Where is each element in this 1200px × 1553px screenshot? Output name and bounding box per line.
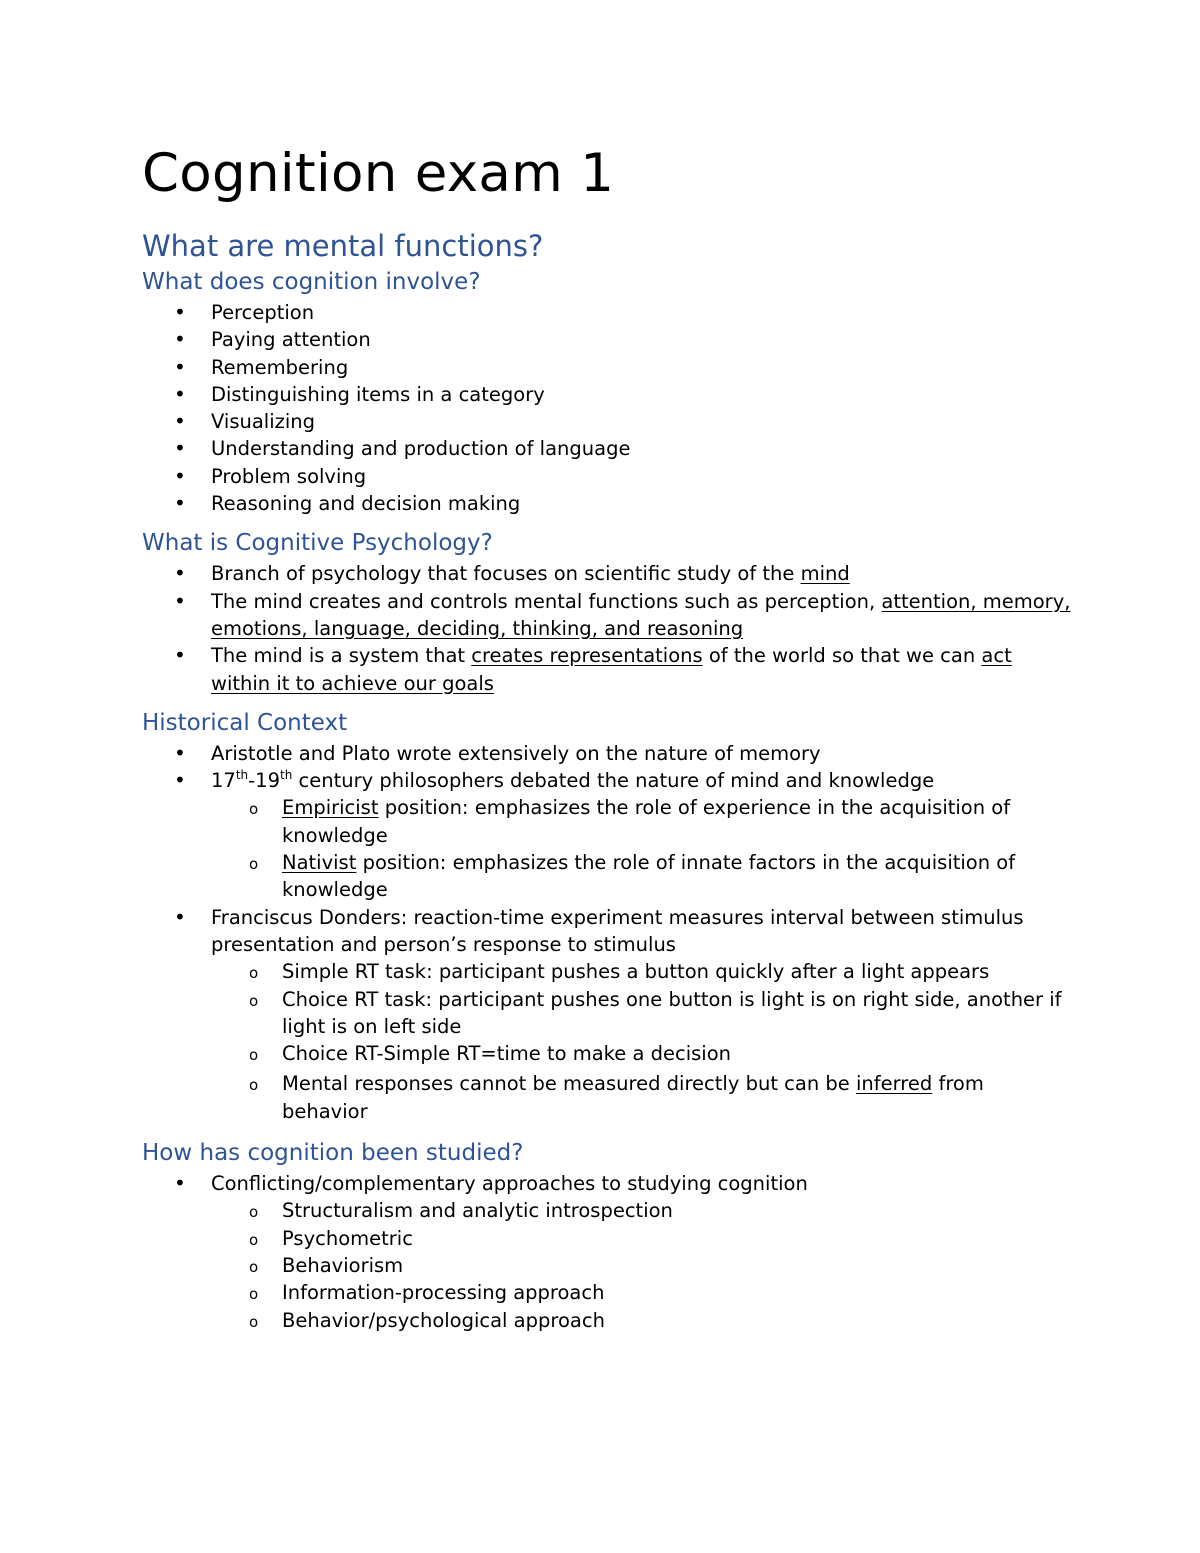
underlined-text: inferred [855, 1072, 933, 1096]
heading-cognition-involve: What does cognition involve? [142, 269, 481, 295]
text: position: emphasizes the role of experience in the acquisition of knowledge [282, 796, 1011, 847]
text: 17 [211, 769, 236, 793]
list-item: • Reasoning and decision making [142, 490, 1072, 517]
list-item [142, 560, 1072, 587]
text: Mental responses cannot be measured directly but can be [282, 1072, 856, 1096]
sub-list-item [142, 1070, 1072, 1125]
cognitive-psychology-list [142, 560, 1072, 696]
document-page [142, 138, 1072, 1334]
sub-list-item [142, 794, 1072, 849]
list-item: • Understanding and production of language [142, 435, 1072, 462]
list-item: • Distinguishing items in a category [142, 381, 1072, 408]
list-item [142, 767, 1072, 794]
historical-context-list [142, 740, 1072, 1125]
sub-list-item: o Choice RT task: participant pushes one button is light is on right side, another if light is on left side [142, 986, 1072, 1041]
underlined-text: mind [800, 562, 850, 586]
heading-mental-functions: What are mental functions? [142, 229, 544, 263]
sub-list-item: o Behavior/psychological approach [142, 1307, 1072, 1334]
document-title: Cognition exam 1 [142, 143, 615, 204]
list-item: • Paying attention [142, 326, 1072, 353]
text: Branch of psychology that focuses on scientific study of the [211, 562, 801, 586]
list-item: • Problem solving [142, 463, 1072, 490]
text: position: emphasizes the role of innate factors in the acquisition of knowledge [282, 851, 1016, 902]
how-studied-list [142, 1170, 1072, 1334]
text: from behavior [282, 1072, 984, 1123]
list-item: • Remembering [142, 354, 1072, 381]
underlined-text: act within it to achieve our goals [211, 644, 1012, 695]
sub-list-item: o Information-processing approach [142, 1279, 1072, 1306]
underlined-text: creates representations [471, 644, 703, 668]
sub-list-item: o Choice RT-Simple RT=time to make a decision [142, 1040, 1072, 1067]
list-item: • Franciscus Donders: reaction-time experiment measures interval between stimulus presentation and person’s response to stimulus [142, 904, 1072, 959]
text: of the world so that we can [702, 644, 982, 668]
sub-list-item [142, 849, 1072, 904]
sub-list-item: o Simple RT task: participant pushes a button quickly after a light appears [142, 958, 1072, 985]
sub-list-item: o Psychometric [142, 1225, 1072, 1252]
underlined-text: Nativist [282, 851, 357, 875]
text: The mind is a system that [211, 644, 472, 668]
superscript: th [235, 768, 249, 783]
list-item: • Perception [142, 299, 1072, 326]
text: The mind creates and controls mental functions such as perception, [211, 589, 882, 613]
superscript: th [280, 768, 293, 783]
list-item: • Aristotle and Plato wrote extensively on the nature of memory [142, 740, 1072, 767]
heading-historical-context: Historical Context [142, 709, 348, 736]
sub-list-item: o Behaviorism [142, 1252, 1072, 1279]
sub-list-item: o Structuralism and analytic introspection [142, 1197, 1072, 1224]
heading-how-studied: How has cognition been studied? [142, 1140, 524, 1167]
underlined-text: attention, memory, emotions, language, deciding, thinking, and reasoning [211, 589, 1071, 640]
list-item [142, 642, 1072, 697]
list-item: • Visualizing [142, 408, 1072, 435]
text: -19 [248, 769, 280, 793]
list-item: • Conflicting/complementary approaches to studying cognition [142, 1170, 1072, 1197]
list-item [142, 588, 1072, 643]
underlined-text: Empiricist [282, 796, 379, 820]
heading-cognitive-psychology: What is Cognitive Psychology? [142, 530, 493, 557]
text: century philosophers debated the nature of mind and knowledge [292, 769, 935, 793]
cognition-involve-list [142, 299, 1072, 517]
